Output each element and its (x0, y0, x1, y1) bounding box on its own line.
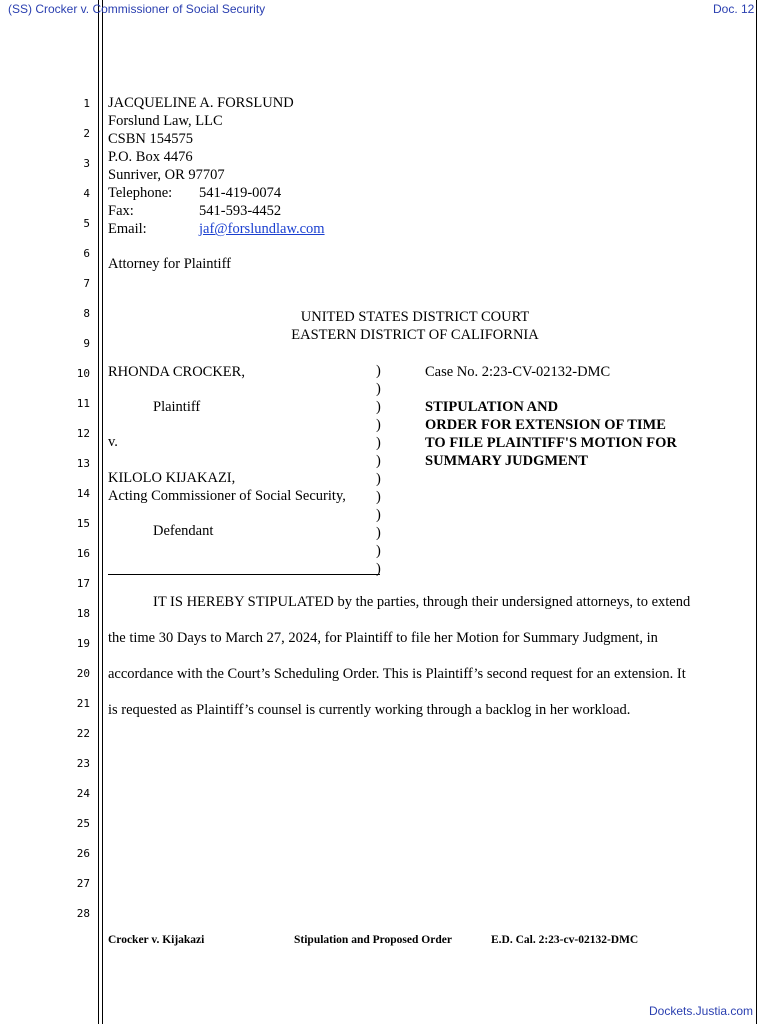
line-number: 24 (76, 787, 90, 800)
attorney-csbn: CSBN 154575 (108, 131, 194, 147)
document-title-line: ORDER FOR EXTENSION OF TIME (425, 417, 666, 433)
line-number: 23 (76, 757, 90, 770)
line-number: 14 (76, 487, 90, 500)
attorney-firm: Forslund Law, LLC (108, 113, 223, 129)
footer-doc-title: Stipulation and Proposed Order (294, 934, 452, 946)
defendant-label: Defendant (153, 523, 214, 539)
line-number: 16 (76, 547, 90, 560)
caption-paren: ) (376, 453, 381, 469)
justia-source-link[interactable]: Dockets.Justia.com (649, 1004, 754, 1018)
line-number: 15 (76, 517, 90, 530)
versus: v. (108, 434, 118, 450)
line-number: 25 (76, 817, 90, 830)
line-number: 11 (76, 397, 90, 410)
line-number: 20 (76, 667, 90, 680)
line-number: 10 (76, 367, 90, 380)
caption-paren: ) (376, 435, 381, 451)
fax-value: 541-593-4452 (199, 203, 282, 219)
court-name: UNITED STATES DISTRICT COURT (300, 309, 530, 325)
caption-paren: ) (376, 417, 381, 433)
plaintiff-label: Plaintiff (153, 399, 201, 415)
footer-case-short: Crocker v. Kijakazi (108, 934, 205, 946)
line-number: 21 (76, 697, 90, 710)
caption-paren: ) (376, 525, 381, 541)
line-number: 27 (76, 877, 90, 890)
line-number: 7 (83, 277, 90, 290)
body-line: accordance with the Court’s Scheduling Order. This is Plaintiff’s second request for an extension. It (108, 666, 686, 682)
caption-paren: ) (376, 543, 381, 559)
attorney-name: JACQUELINE A. FORSLUND (108, 95, 294, 111)
line-number: 6 (83, 247, 90, 260)
body-line: the time 30 Days to March 27, 2024, for Plaintiff to file her Motion for Summary Judgment, in (108, 630, 658, 646)
attorney-role: Attorney for Plaintiff (108, 256, 231, 272)
line-number: 1 (83, 97, 90, 110)
left-margin-rule-inner (102, 0, 103, 1024)
body-line: IT IS HEREBY STIPULATED by the parties, through their undersigned attorneys, to extend (153, 594, 691, 610)
plaintiff-name: RHONDA CROCKER, (108, 364, 245, 380)
caption-rule (108, 574, 380, 575)
caption-paren: ) (376, 381, 381, 397)
line-number: 28 (76, 907, 90, 920)
line-number: 5 (83, 217, 90, 230)
case-title-link[interactable]: (SS) Crocker v. Commissioner of Social Security (8, 2, 266, 16)
document-title-line: SUMMARY JUDGMENT (425, 453, 588, 469)
left-margin-rule-outer (98, 0, 99, 1024)
line-number: 18 (76, 607, 90, 620)
attorney-po-box: P.O. Box 4476 (108, 149, 193, 165)
email-label: Email: (108, 221, 147, 237)
right-margin-rule (756, 0, 757, 1024)
fax-label: Fax: (108, 203, 134, 219)
caption-paren: ) (376, 363, 381, 379)
doc-number-link[interactable]: Doc. 12 (713, 2, 755, 16)
email-link[interactable]: jaf@forslundlaw.com (199, 221, 325, 237)
attorney-city: Sunriver, OR 97707 (108, 167, 225, 183)
caption-paren: ) (376, 489, 381, 505)
body-line: is requested as Plaintiff’s counsel is currently working through a backlog in her workload. (108, 702, 631, 718)
line-number: 12 (76, 427, 90, 440)
line-number: 17 (76, 577, 90, 590)
caption-paren: ) (376, 507, 381, 523)
line-number: 9 (83, 337, 90, 350)
telephone-label: Telephone: (108, 185, 173, 201)
caption-paren: ) (376, 399, 381, 415)
defendant-title: Acting Commissioner of Social Security, (108, 488, 346, 504)
caption-paren: ) (376, 471, 381, 487)
line-number: 26 (76, 847, 90, 860)
caption-paren: ) (376, 561, 381, 577)
case-number: Case No. 2:23-CV-02132-DMC (425, 364, 611, 380)
document-title-line: TO FILE PLAINTIFF'S MOTION FOR (425, 435, 677, 451)
line-number: 13 (76, 457, 90, 470)
line-number: 19 (76, 637, 90, 650)
line-number: 3 (83, 157, 90, 170)
line-number: 22 (76, 727, 90, 740)
defendant-name: KILOLO KIJAKAZI, (108, 470, 236, 486)
line-number: 4 (83, 187, 90, 200)
footer-case-ref: E.D. Cal. 2:23-cv-02132-DMC (491, 934, 639, 946)
line-number: 2 (83, 127, 90, 140)
document-title-line: STIPULATION AND (425, 399, 559, 415)
court-district: EASTERN DISTRICT OF CALIFORNIA (291, 327, 539, 343)
line-number: 8 (83, 307, 90, 320)
telephone-value: 541-419-0074 (199, 185, 282, 201)
